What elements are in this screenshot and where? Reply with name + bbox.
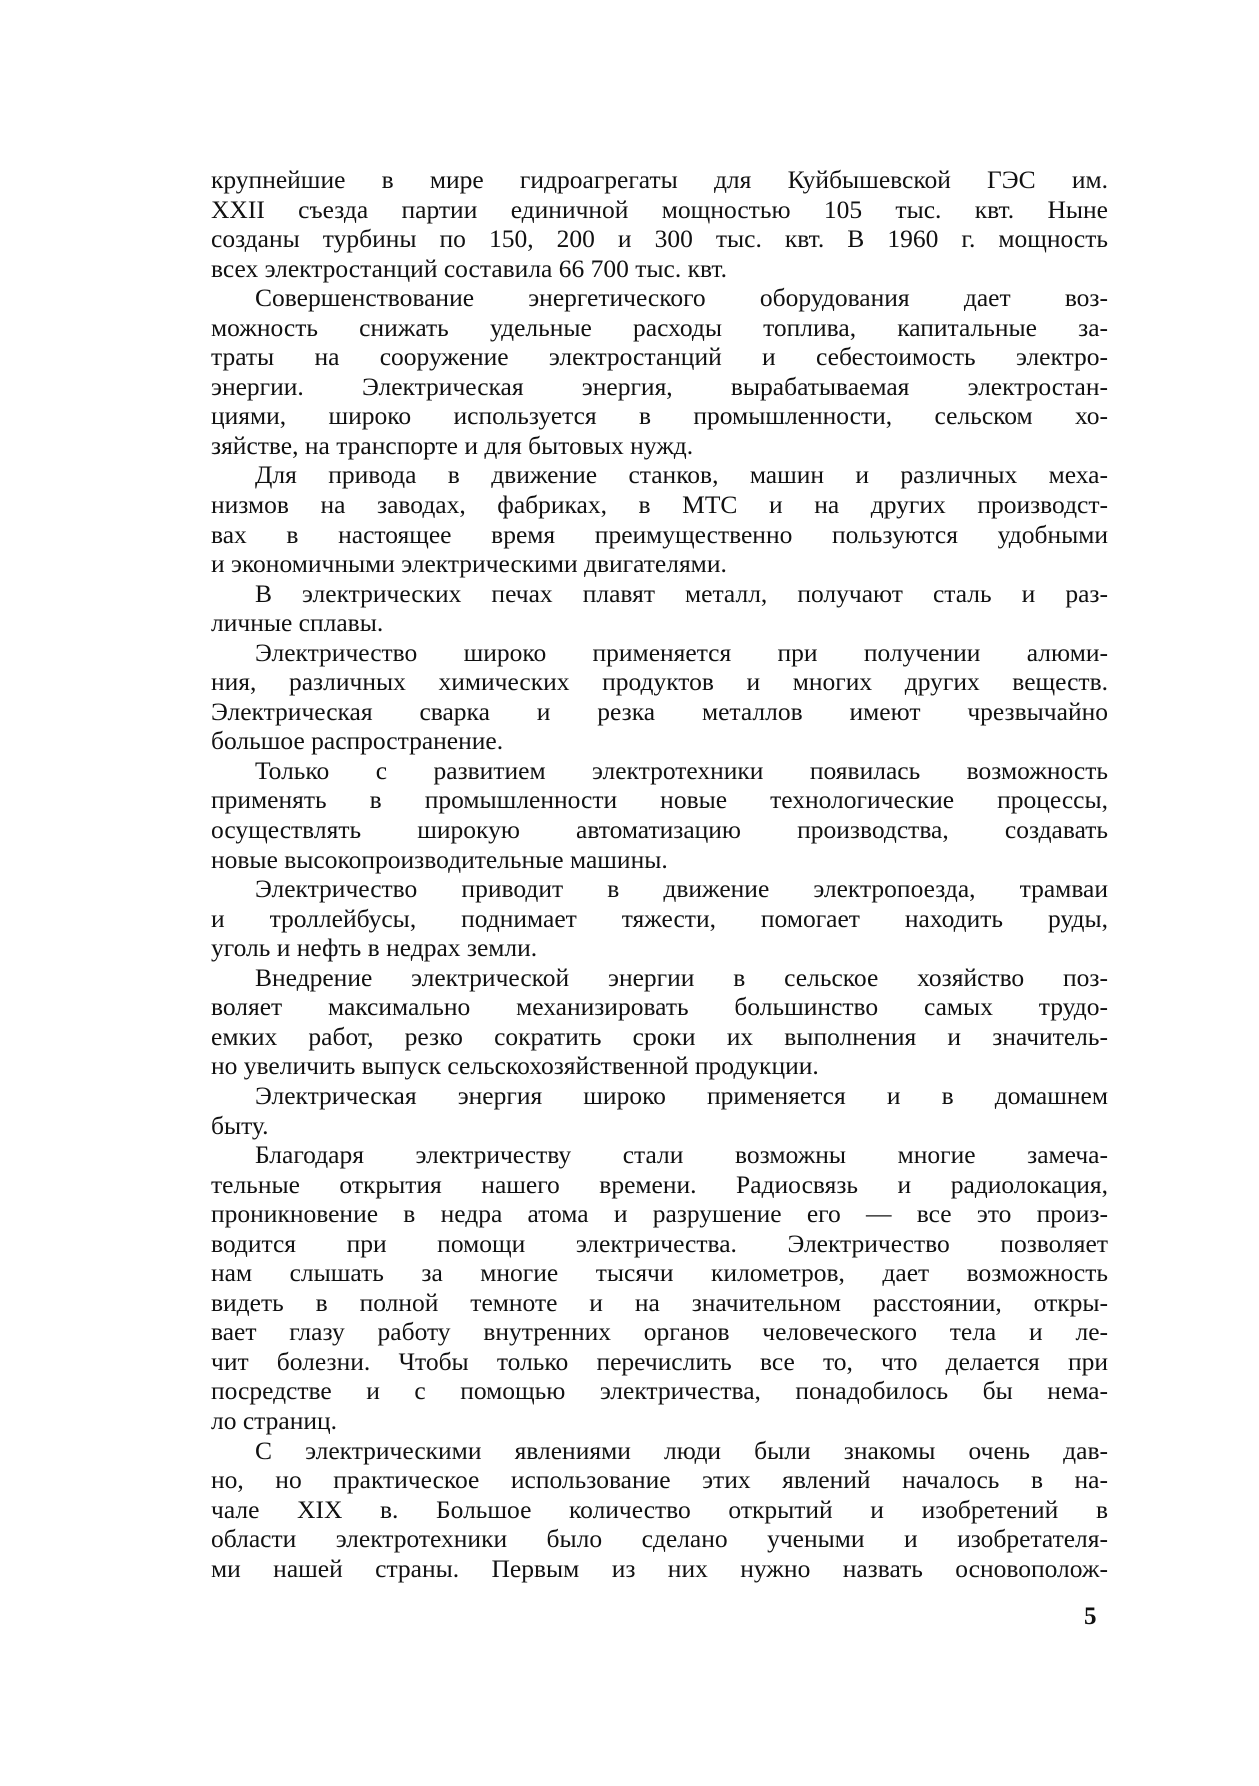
text-line: циями, широко используется в промышленности, сельском хо- — [211, 401, 1108, 431]
text-line: осуществлять широкую автоматизацию производства, создавать — [211, 815, 1108, 845]
text-line: В электрических печах плавят металл, получают сталь и раз- — [255, 578, 1108, 608]
text-line: новые высокопроизводительные машины. — [211, 844, 668, 874]
text-line: ми нашей страны. Первым из них нужно назвать основополож- — [211, 1553, 1108, 1583]
text-line: Электрическая сварка и резка металлов имеют чрезвычайно — [211, 696, 1108, 726]
text-line: быту. — [211, 1110, 269, 1140]
text-line: вах в настоящее время преимущественно пользуются удобными — [211, 519, 1108, 549]
paragraph — [211, 283, 1108, 460]
text-line: но увеличить выпуск сельскохозяйственной продукции. — [211, 1051, 819, 1081]
text-line: применять в промышленности новые технологические процессы, — [211, 785, 1108, 815]
paragraph — [211, 756, 1108, 874]
page-number: 5 — [1084, 1603, 1097, 1630]
paragraph — [211, 1436, 1108, 1584]
text-line: созданы турбины по 150, 200 и 300 тыс. квт. В 1960 г. мощность — [211, 224, 1108, 254]
text-line: С электрическими явлениями люди были знакомы очень дав- — [255, 1435, 1108, 1465]
text-line: ло страниц. — [211, 1405, 338, 1435]
text-line: Благодаря электричеству стали возможны многие замеча- — [255, 1140, 1108, 1170]
text-line: емких работ, резко сократить сроки их выполнения и значитель- — [211, 1021, 1108, 1051]
text-line: чале XIX в. Большое количество открытий и изобретений в — [211, 1494, 1108, 1524]
text-line: чит болезни. Чтобы только перечислить все то, что делается при — [211, 1346, 1108, 1376]
text-line: проникновение в недра атома и разрушение его — все это произ- — [211, 1199, 1108, 1229]
text-line: Электрическая энергия широко применяется и в домашнем — [255, 1080, 1108, 1110]
text-line: воляет максимально механизировать большинство самых трудо- — [211, 992, 1108, 1022]
text-line: посредстве и с помощью электричества, понадобилось бы нема- — [211, 1376, 1108, 1406]
text-line: личные сплавы. — [211, 608, 384, 638]
paragraph — [211, 460, 1108, 578]
text-line: можность снижать удельные расходы топлива, капитальные за- — [211, 312, 1108, 342]
text-line: уголь и нефть в недрах земли. — [211, 933, 538, 963]
text-line: Электричество приводит в движение электропоезда, трамваи — [255, 874, 1108, 904]
paragraph — [211, 874, 1108, 963]
text-line: XXII съезда партии единичной мощностью 105 тыс. квт. Ныне — [211, 194, 1108, 224]
text-line: ния, различных химических продуктов и многих других веществ. — [211, 667, 1108, 697]
text-line: Для привода в движение станков, машин и различных меха- — [255, 460, 1108, 490]
body-text — [211, 165, 1108, 1583]
text-line: Только с развитием электротехники появилась возможность — [255, 755, 1108, 785]
text-line: зяйстве, на транспорте и для бытовых нужд. — [211, 430, 694, 460]
text-line: но, но практическое использование этих явлений началось в на- — [211, 1465, 1108, 1495]
text-line: траты на сооружение электростанций и себестоимость электро- — [211, 342, 1108, 372]
text-line: Совершенствование энергетического оборудования дает воз- — [255, 283, 1108, 313]
paragraph — [211, 638, 1108, 756]
text-line: всех электростанций составила 66 700 тыс. квт. — [211, 253, 727, 283]
paragraph — [211, 1140, 1108, 1435]
text-line: большое распространение. — [211, 726, 504, 756]
text-line: вает глазу работу внутренних органов человеческого тела и ле- — [211, 1317, 1108, 1347]
text-line: тельные открытия нашего времени. Радиосвязь и радиолокация, — [211, 1169, 1108, 1199]
text-line: низмов на заводах, фабриках, в МТС и на других производст- — [211, 490, 1108, 520]
text-line: нам слышать за многие тысячи километров, дает возможность — [211, 1258, 1108, 1288]
text-line: Электричество широко применяется при получении алюми- — [255, 637, 1108, 667]
paragraph — [211, 165, 1108, 283]
paragraph — [211, 963, 1108, 1081]
text-line: водится при помощи электричества. Электричество позволяет — [211, 1228, 1108, 1258]
text-line: и троллейбусы, поднимает тяжести, помогает находить руды, — [211, 903, 1108, 933]
text-line: энергии. Электрическая энергия, вырабатываемая электростан- — [211, 371, 1108, 401]
text-line: видеть в полной темноте и на значительном расстоянии, откры- — [211, 1287, 1108, 1317]
text-line: области электротехники было сделано учеными и изобретателя- — [211, 1524, 1108, 1554]
text-line: крупнейшие в мире гидроагрегаты для Куйбышевской ГЭС им. — [211, 165, 1108, 194]
text-line: и экономичными электрическими двигателями. — [211, 549, 727, 579]
paragraph — [211, 1081, 1108, 1140]
paragraph — [211, 579, 1108, 638]
text-line: Внедрение электрической энергии в сельское хозяйство поз- — [255, 962, 1108, 992]
